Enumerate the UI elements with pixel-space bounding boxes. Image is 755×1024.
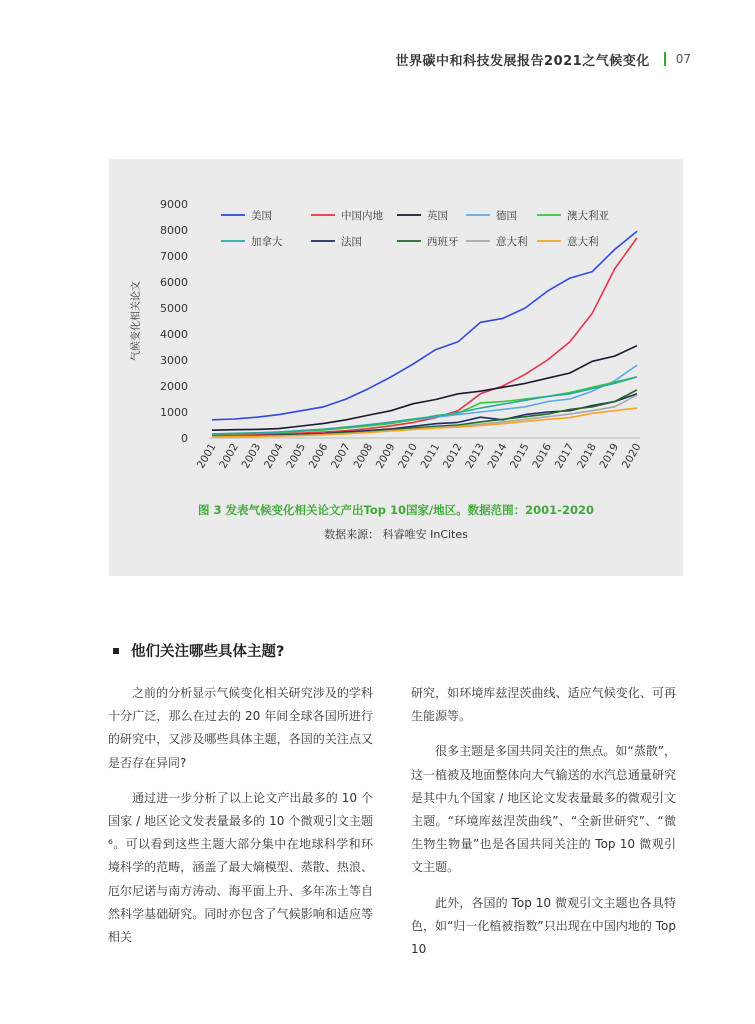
bullet-square-icon bbox=[113, 648, 119, 654]
x-tick-label: 2008 bbox=[351, 441, 376, 471]
x-tick-label: 2010 bbox=[396, 441, 420, 471]
y-tick-label: 4000 bbox=[160, 328, 188, 341]
legend-label: 法国 bbox=[341, 236, 362, 248]
x-tick-label: 2014 bbox=[485, 441, 510, 471]
x-tick-label: 2019 bbox=[597, 441, 622, 471]
legend-label: 英国 bbox=[427, 210, 448, 222]
report-title: 世界碳中和科技发展报告2021之气候变化 bbox=[395, 53, 650, 69]
legend-label: 意大利 bbox=[567, 236, 599, 248]
series-line bbox=[212, 238, 637, 436]
y-tick-label: 7000 bbox=[160, 250, 188, 263]
page-header bbox=[396, 50, 691, 68]
section-heading-text: 他们关注哪些具体主题? bbox=[131, 644, 285, 660]
x-tick-label: 2017 bbox=[552, 441, 577, 471]
y-tick-label: 0 bbox=[181, 432, 188, 445]
paragraph: 此外，各国的 Top 10 微观引文主题也各具特色，如“归一化植被指数”只出现在中国内地的 Top 10 bbox=[411, 895, 676, 957]
paragraph: 之前的分析显示气候变化相关研究涉及的学科十分广泛，那么在过去的 20 年间全球各国所进行的研究中，又涉及哪些具体主题，各国的关注点又是否存在异同? bbox=[108, 686, 373, 770]
y-tick-label: 8000 bbox=[160, 224, 188, 237]
x-tick-label: 2015 bbox=[507, 441, 532, 471]
legend-label: 意大利 bbox=[496, 236, 528, 248]
x-tick-label: 2016 bbox=[530, 441, 555, 471]
y-tick-label: 1000 bbox=[160, 406, 188, 419]
page-number: 07 bbox=[675, 52, 691, 66]
x-tick-label: 2018 bbox=[575, 441, 599, 471]
x-tick-label: 2005 bbox=[284, 441, 309, 471]
x-tick-label: 2011 bbox=[418, 441, 443, 471]
legend-label: 西班牙 bbox=[427, 236, 459, 248]
y-tick-label: 5000 bbox=[160, 302, 188, 315]
body-column-left bbox=[108, 682, 373, 961]
paragraph: 通过进一步分析了以上论文产出最多的 10 个国家 / 地区论文发表量最多的 10 个微观引文主题 ⁶。可以看到这些主题大部分集中在地球科学和环境科学的范畴，涵盖了最大熵模型、蒸散、热浪、厄尔尼诺与南方涛动、海平面上升、多年冻土等自然科学基础研究。同时亦包含了气候影响和适应等相关 bbox=[108, 790, 373, 945]
legend-label: 中国内地 bbox=[341, 210, 383, 222]
y-tick-label: 9000 bbox=[160, 198, 188, 211]
x-tick-label: 2006 bbox=[306, 441, 331, 471]
figure-caption: 图 3 发表气候变化相关论文产出Top 10国家/地区。数据范围：2001-2020 bbox=[198, 503, 594, 517]
legend-label: 美国 bbox=[251, 210, 272, 222]
x-tick-label: 2020 bbox=[619, 441, 644, 471]
body-column-right bbox=[411, 682, 676, 973]
y-tick-label: 3000 bbox=[160, 354, 188, 367]
paragraph: 很多主题是多国共同关注的焦点。如“蒸散”，这一植被及地面整体向大气输送的水汽总通量研究是其中九个国家 / 地区论文发表量最多的微观引文主题。“环境库兹涅茨曲线”、“全新世研究”、“微生物生物量”也是各国共同关注的 Top 10 微观引文主题。 bbox=[411, 744, 676, 875]
x-tick-label: 2009 bbox=[373, 441, 398, 471]
x-tick-label: 2002 bbox=[217, 441, 241, 471]
y-axis-label: 气候变化相关论文 bbox=[131, 281, 142, 361]
y-tick-label: 6000 bbox=[160, 276, 188, 289]
series-line bbox=[212, 365, 637, 434]
section-heading bbox=[113, 640, 284, 661]
x-tick-label: 2013 bbox=[463, 441, 488, 471]
figure-source: 数据来源： 科睿唯安 InCites bbox=[324, 528, 468, 541]
x-tick-label: 2007 bbox=[329, 441, 353, 471]
legend-label: 德国 bbox=[496, 210, 517, 222]
figure-panel bbox=[109, 159, 683, 576]
x-tick-label: 2001 bbox=[194, 441, 219, 471]
line-chart bbox=[109, 159, 683, 489]
paragraph-continued: 研究，如环境库兹涅茨曲线、适应气候变化、可再生能源等。 bbox=[411, 686, 676, 724]
x-tick-label: 2004 bbox=[261, 441, 286, 471]
x-tick-label: 2012 bbox=[440, 441, 465, 471]
legend-label: 澳大利亚 bbox=[567, 210, 609, 222]
x-tick-label: 2003 bbox=[239, 441, 264, 471]
y-tick-label: 2000 bbox=[160, 380, 188, 393]
legend-label: 加拿大 bbox=[251, 236, 283, 248]
header-divider bbox=[664, 52, 666, 66]
